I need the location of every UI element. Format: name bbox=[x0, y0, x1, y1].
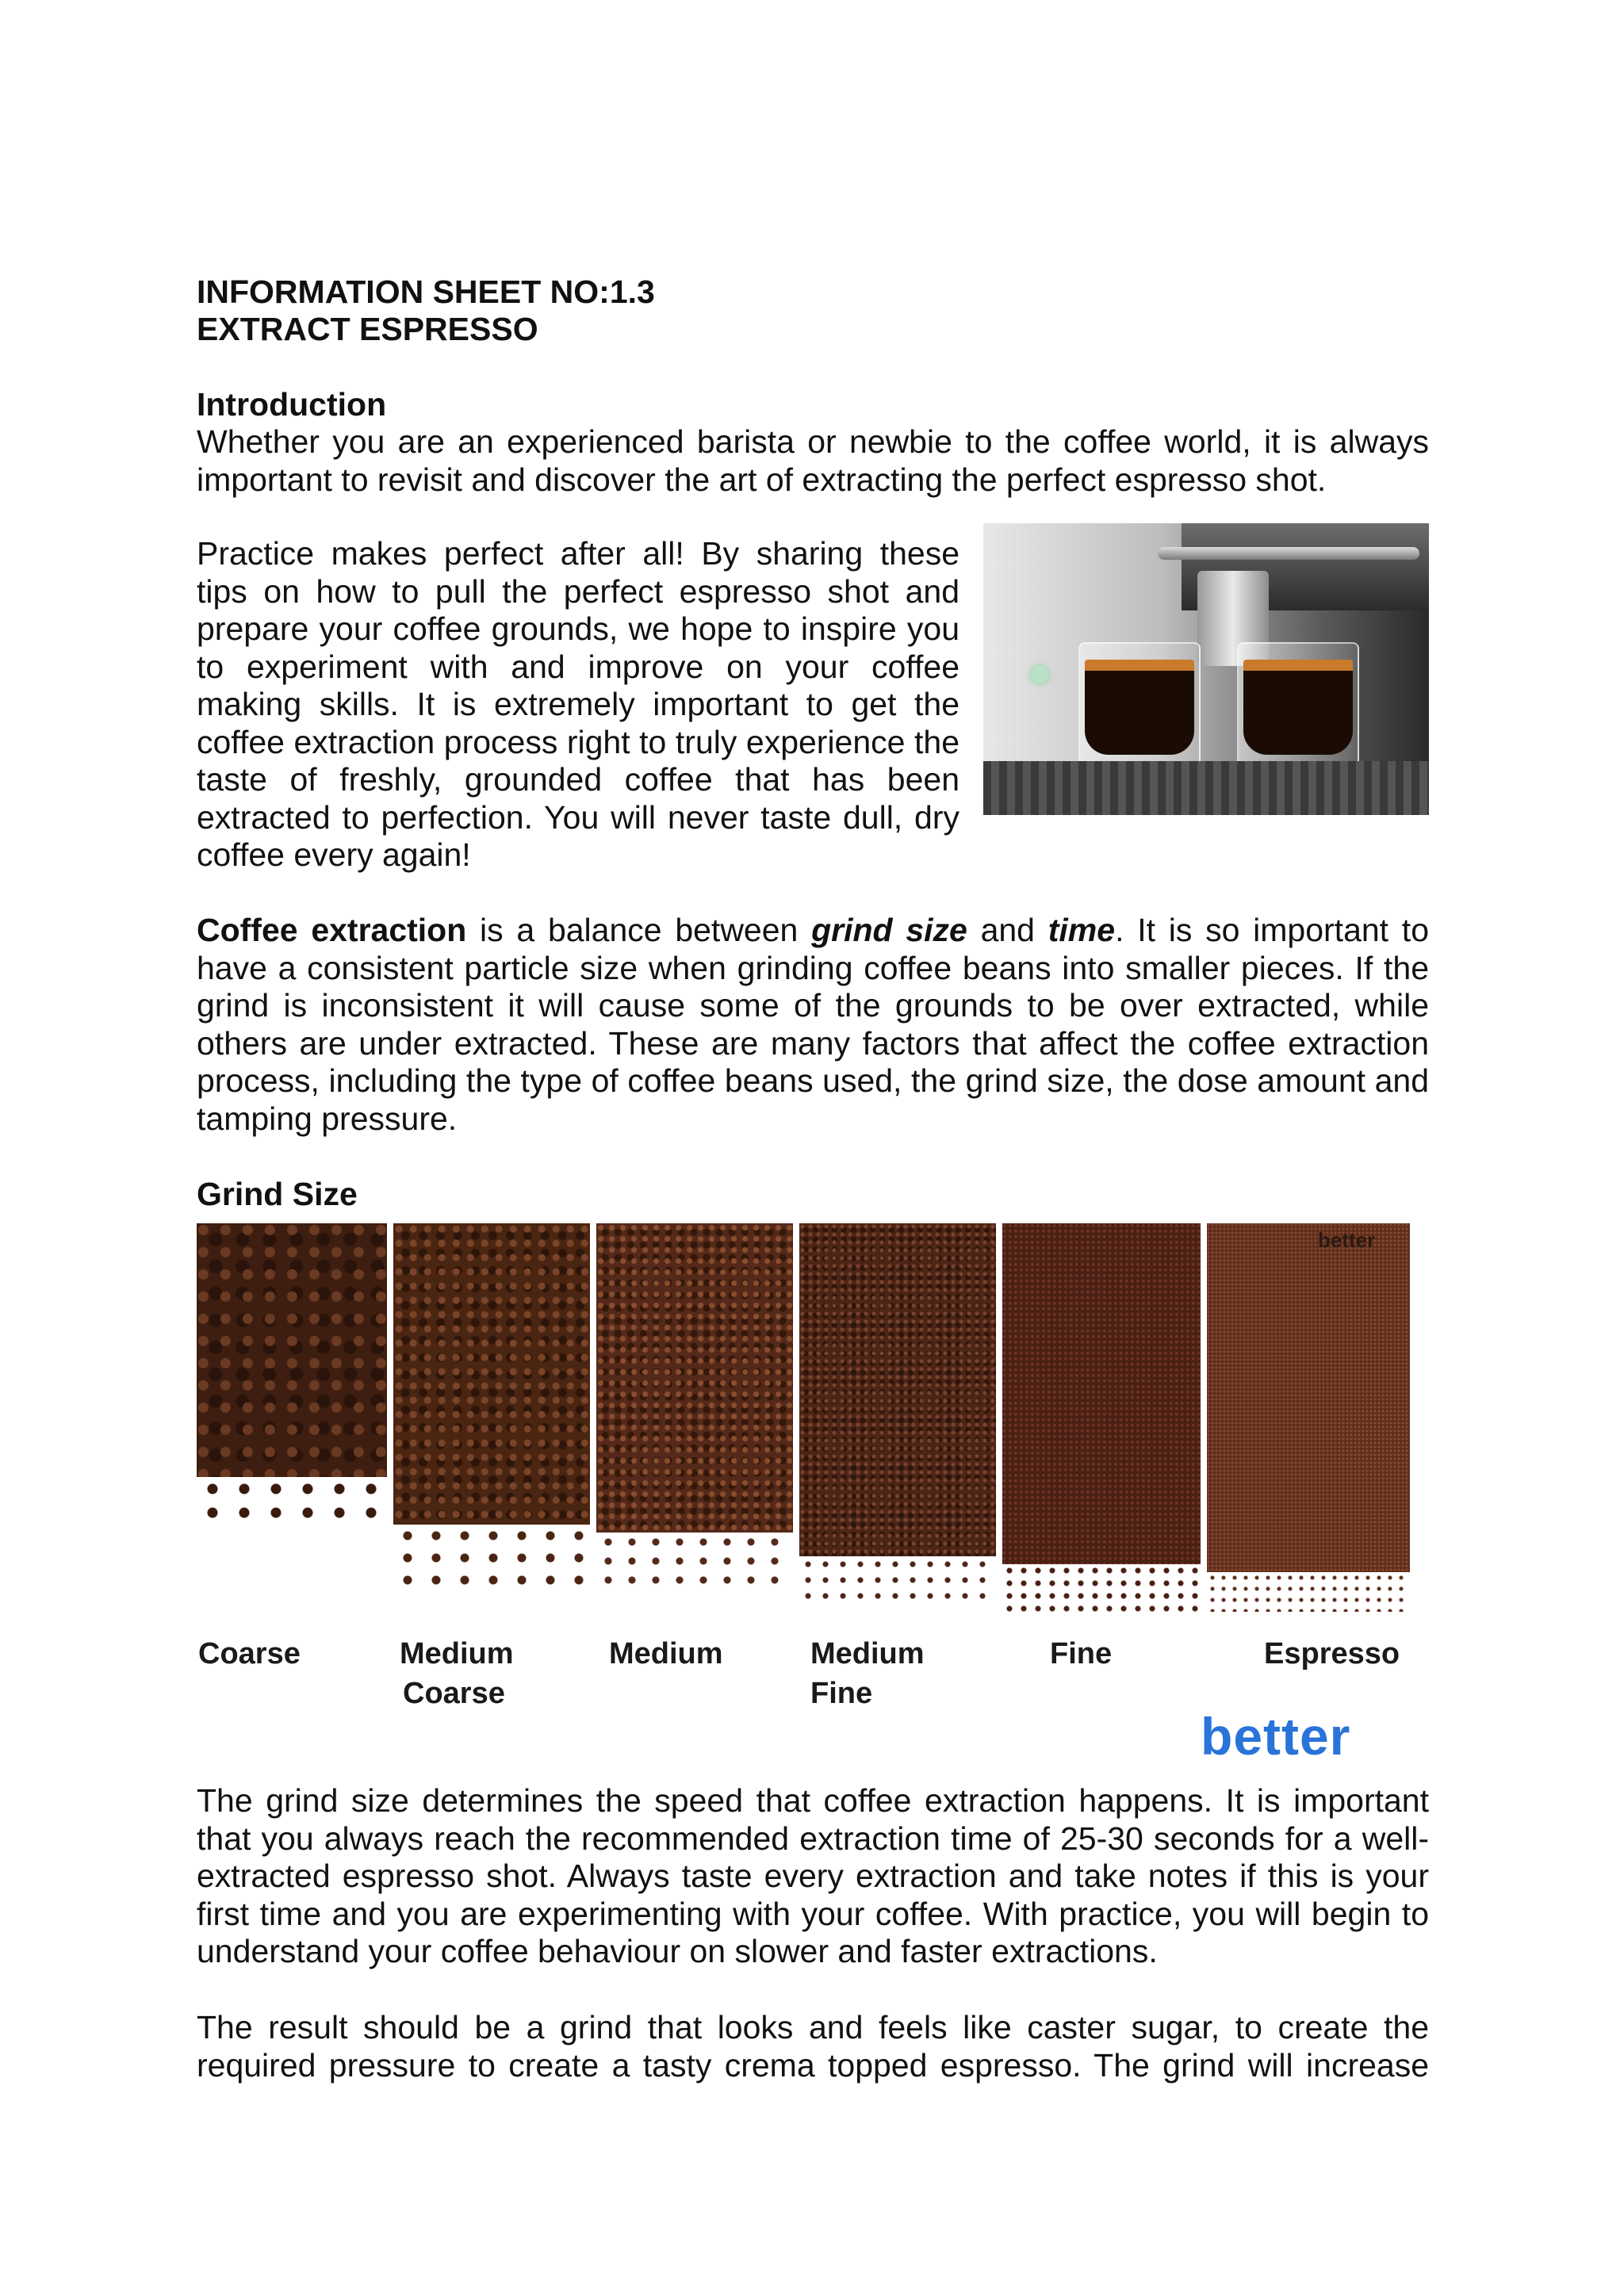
grind-size-emphasis: grind size bbox=[811, 912, 967, 948]
introduction-heading: Introduction bbox=[197, 386, 387, 423]
sheet-title: EXTRACT ESPRESSO bbox=[197, 311, 538, 347]
extraction-paragraph: Coffee extraction is a balance between grind size and time. It is so important to have a consistent particle size when grinding coffee beans into smaller pieces. If the grind is inconsistent it will cause some of the grounds to be over extracted, while others are under extracted. These are many factors that affect the coffee extraction process, including the type of coffee beans used, the grind size, the dose amount and tamping pressure. bbox=[197, 912, 1430, 1137]
grind-size-heading: Grind Size bbox=[197, 1176, 358, 1212]
grind-sample-coarse bbox=[197, 1223, 387, 1636]
machine-indicator-light bbox=[1031, 666, 1048, 683]
grind-speed-paragraph: The grind size determines the speed that coffee extraction happens. It is important that you always reach the recommended extraction time of 25-30 seconds for a well-extracted espresso shot. Always taste every extraction and take notes if this is your first time and you are experimenting with your coffee. With practice, you will begin to understand your coffee behaviour on slower and faster extractions. bbox=[197, 1782, 1429, 1969]
introduction-paragraph: Whether you are an experienced barista or newbie to the coffee world, it is always important to revisit and discover the art of extracting the perfect espresso shot. bbox=[197, 423, 1429, 498]
grind-label-espresso: Espresso bbox=[1264, 1637, 1400, 1670]
grind-sample-fine bbox=[1002, 1223, 1201, 1636]
result-paragraph: The result should be a grind that looks and feels like caster sugar, to create the required pressure to create a tasty crema topped espresso. The grind will increase bbox=[197, 2009, 1429, 2084]
grind-label-medium-fine: Medium Fine bbox=[810, 1637, 925, 1710]
grind-label-coarse: Coarse bbox=[198, 1637, 301, 1670]
grind-label-medium: Medium bbox=[609, 1637, 723, 1670]
grind-label-medium-coarse: Medium Coarse bbox=[400, 1637, 514, 1710]
image-watermark-small: better bbox=[1318, 1228, 1376, 1252]
spout-arm bbox=[1158, 547, 1419, 560]
grind-label-fine: Fine bbox=[1050, 1637, 1113, 1670]
image-brand-logo: better bbox=[1201, 1707, 1351, 1766]
sheet-number: INFORMATION SHEET NO:1.3 bbox=[197, 274, 655, 310]
extraction-term: Coffee extraction bbox=[197, 912, 467, 948]
grind-sample-medium bbox=[596, 1223, 793, 1636]
grind-sample-medium-fine bbox=[799, 1223, 996, 1636]
grind-size-chart-image bbox=[197, 1223, 1410, 1766]
grind-sample-medium-coarse bbox=[393, 1223, 590, 1636]
grind-sample-espresso bbox=[1207, 1223, 1410, 1636]
time-emphasis: time bbox=[1048, 912, 1116, 948]
espresso-shots-photo bbox=[983, 523, 1429, 815]
drip-tray bbox=[983, 761, 1429, 815]
practice-paragraph: Practice makes perfect after all! By sharing these tips on how to pull the perfect espresso shot and prepare your coffee grounds, we hope to inspire you to experiment with and improve on your coffee making skills. It is extremely important to get the coffee extraction process right to truly experience the taste of freshly, grounded coffee that has been extracted to perfection. You will never taste dull, dry coffee every again! bbox=[197, 535, 959, 873]
